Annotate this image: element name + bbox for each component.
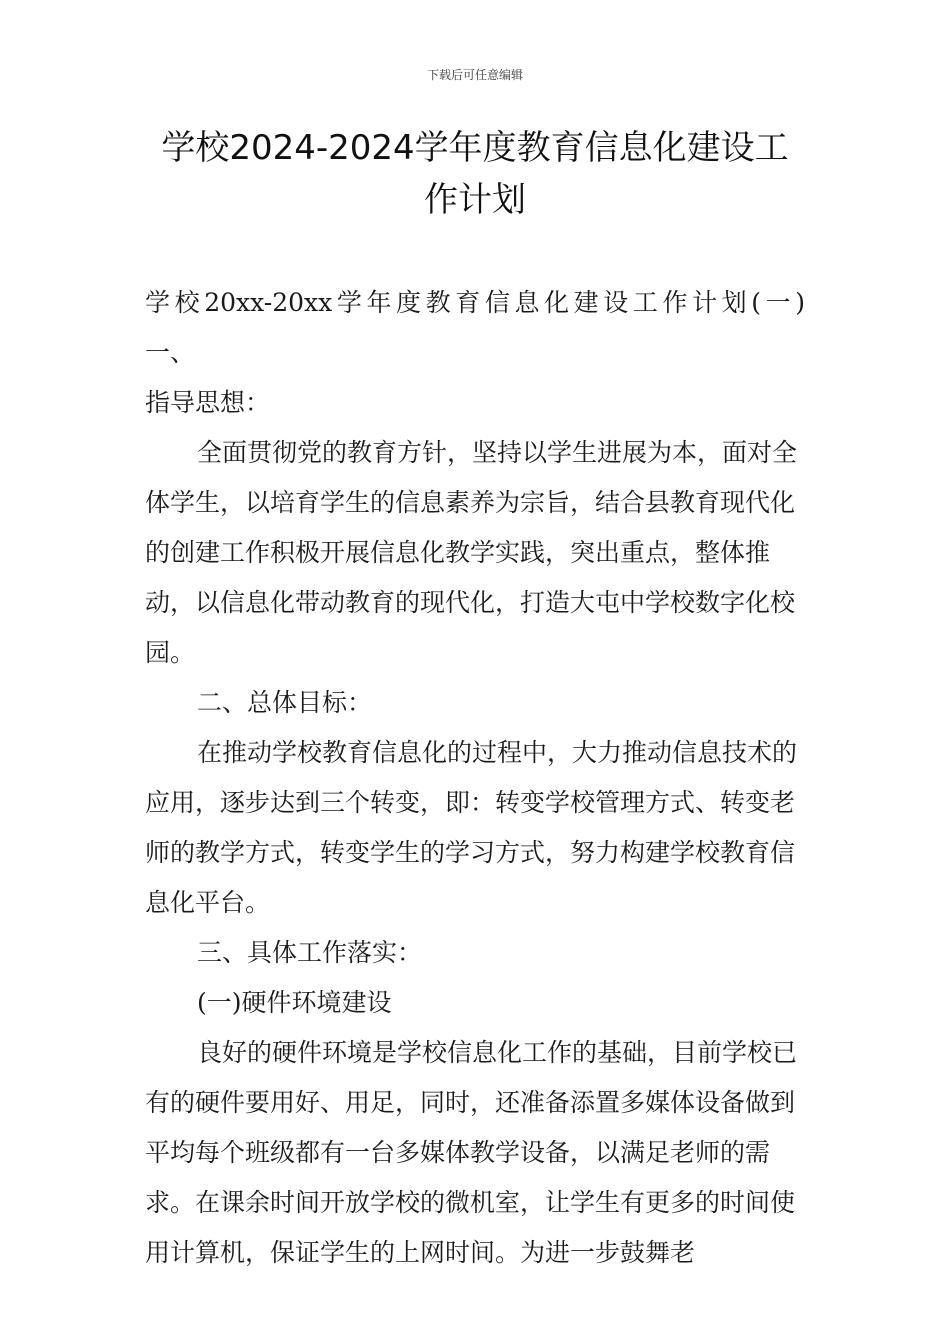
paragraph-overall-goal: 在推动学校教育信息化的过程中，大力推动信息技术的应用，逐步达到三个转变，即：转变学校管理方式、转变老师的教学方式，转变学生的学习方式，努力构建学校教育信息化平台。: [145, 738, 798, 917]
paragraph-guiding-ideology: 全面贯彻党的教育方针，坚持以学生进展为本，面对全体学生，以培育学生的信息素养为宗旨，结合县教育现代化的创建工作积极开展信息化教学实践，突出重点，整体推动，以信息化带动教育的现代化，打造大屯中学校数字化校园。: [145, 438, 798, 667]
document-body: [145, 278, 856, 1278]
intro-line-2: 指导思想：: [145, 388, 271, 417]
title-line-2: 作计划: [424, 180, 526, 220]
title-line-1: 学校2024-2024学年度教育信息化建设工: [161, 128, 789, 168]
intro-paragraph: [145, 278, 856, 428]
heading-specific-work: 三、具体工作落实：: [197, 938, 423, 967]
document-title: [145, 122, 805, 226]
heading-overall-goal: 二、总体目标：: [197, 688, 373, 717]
paragraph-hardware: 良好的硬件环境是学校信息化工作的基础，目前学校已有的硬件要用好、用足，同时，还准备添置多媒体设备做到平均每个班级都有一台多媒体教学设备，以满足老师的需求。在课余时间开放学校的微机室，让学生有更多的时间使用计算机，保证学生的上网时间。为进一步鼓舞老: [145, 1038, 798, 1267]
page-header-note: 下载后可任意编辑: [426, 68, 523, 82]
subheading-hardware: (一)硬件环境建设: [197, 988, 392, 1017]
intro-line-1: 学校20xx-20xx学年度教育信息化建设工作计划(一) 一、: [145, 288, 856, 367]
